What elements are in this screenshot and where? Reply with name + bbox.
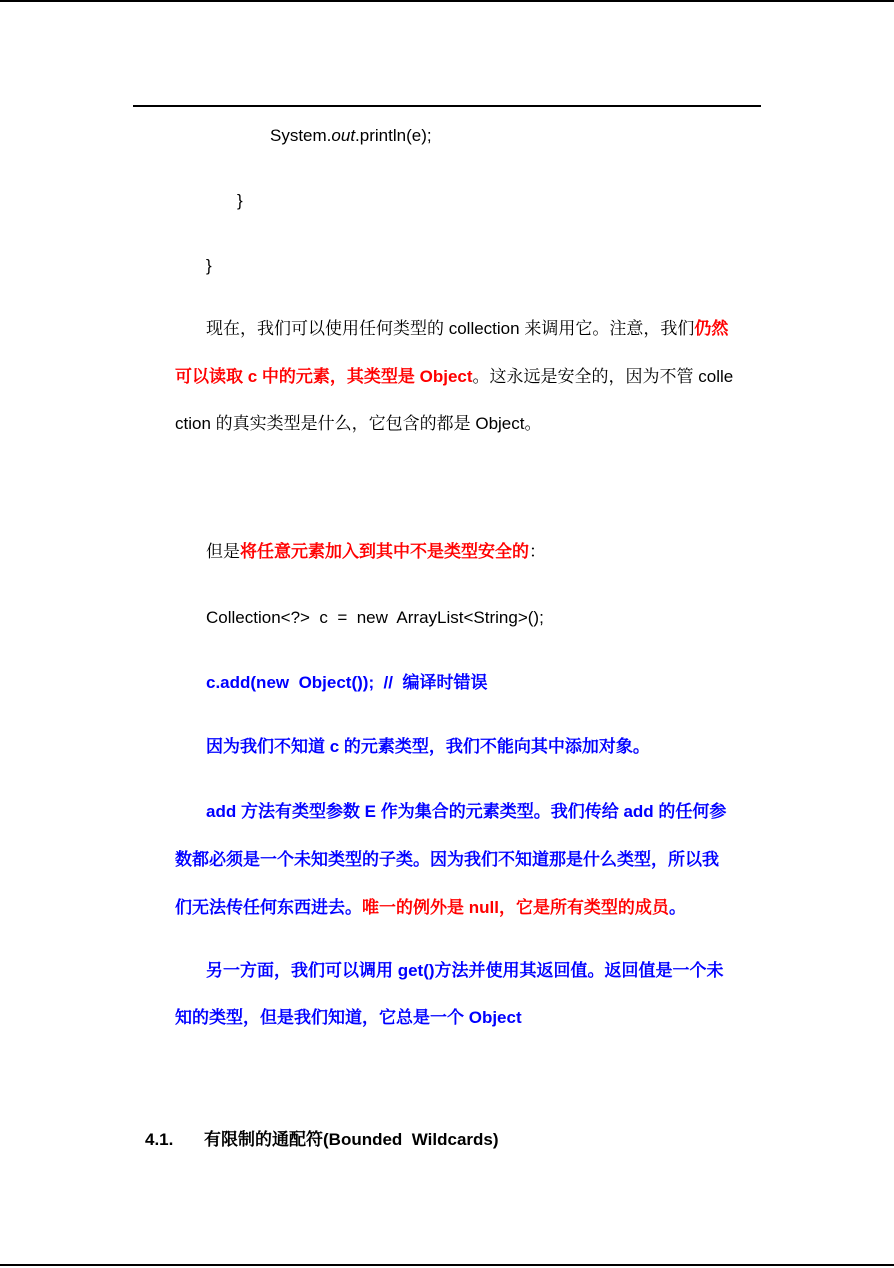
code-add-object: c.add(new Object()); // 编译时错误 <box>206 673 488 692</box>
para2-text: 但是 <box>206 542 240 561</box>
para2-colon: ： <box>529 542 546 561</box>
code-close-brace-inner: } <box>237 191 243 210</box>
para4-line3-highlight: 唯一的例外是 null，它是所有类型的成员 <box>362 898 669 917</box>
para5-line2: 知的类型，但是我们知道，它总是一个 Object <box>175 1008 522 1027</box>
para1-line2-highlight: 可以读取 c 中的元素，其类型是 Object <box>175 367 473 386</box>
para1-line1-text: 现在，我们可以使用任何类型的 collection 来调用它。注意，我们 <box>206 319 695 338</box>
code-close-brace-outer: } <box>206 256 212 275</box>
para1-line2-text: 。这永远是安全的，因为不管 colle <box>472 367 734 386</box>
section-number: 4.1. <box>145 1130 174 1149</box>
para1-line3: ction 的真实类型是什么，它包含的都是 Object。 <box>175 414 542 433</box>
para3-line: 因为我们不知道 c 的元素类型，我们不能向其中添加对象。 <box>206 737 650 756</box>
para4-line3-period: 。 <box>668 898 686 917</box>
para4-line3-text: 们无法传任何东西进去。 <box>175 898 362 917</box>
header-rule <box>133 105 761 107</box>
section-title: 有限制的通配符(Bounded Wildcards) <box>204 1130 499 1149</box>
para1-line1 <box>206 318 728 340</box>
code-line-println <box>270 125 432 147</box>
code-println: .println(e); <box>355 126 432 145</box>
code-out: out <box>331 126 356 145</box>
page-top-edge <box>0 0 894 2</box>
para2-highlight: 将任意元素加入到其中不是类型安全的 <box>240 542 529 561</box>
para1-line2 <box>175 366 733 388</box>
para4-line1: add 方法有类型参数 E 作为集合的元素类型。我们传给 add 的任何参 <box>206 802 727 821</box>
para4-line3 <box>175 897 686 919</box>
para1-line1-highlight: 仍然 <box>694 319 729 338</box>
para4-line2: 数都必须是一个未知类型的子类。因为我们不知道那是什么类型，所以我 <box>175 850 719 869</box>
para2-line <box>206 541 546 563</box>
code-system: System. <box>270 126 332 145</box>
page-bottom-edge <box>0 1264 894 1266</box>
code-collection-decl: Collection<?> c = new ArrayList<String>(); <box>206 608 544 627</box>
para5-line1: 另一方面，我们可以调用 get()方法并使用其返回值。返回值是一个未 <box>206 961 724 980</box>
